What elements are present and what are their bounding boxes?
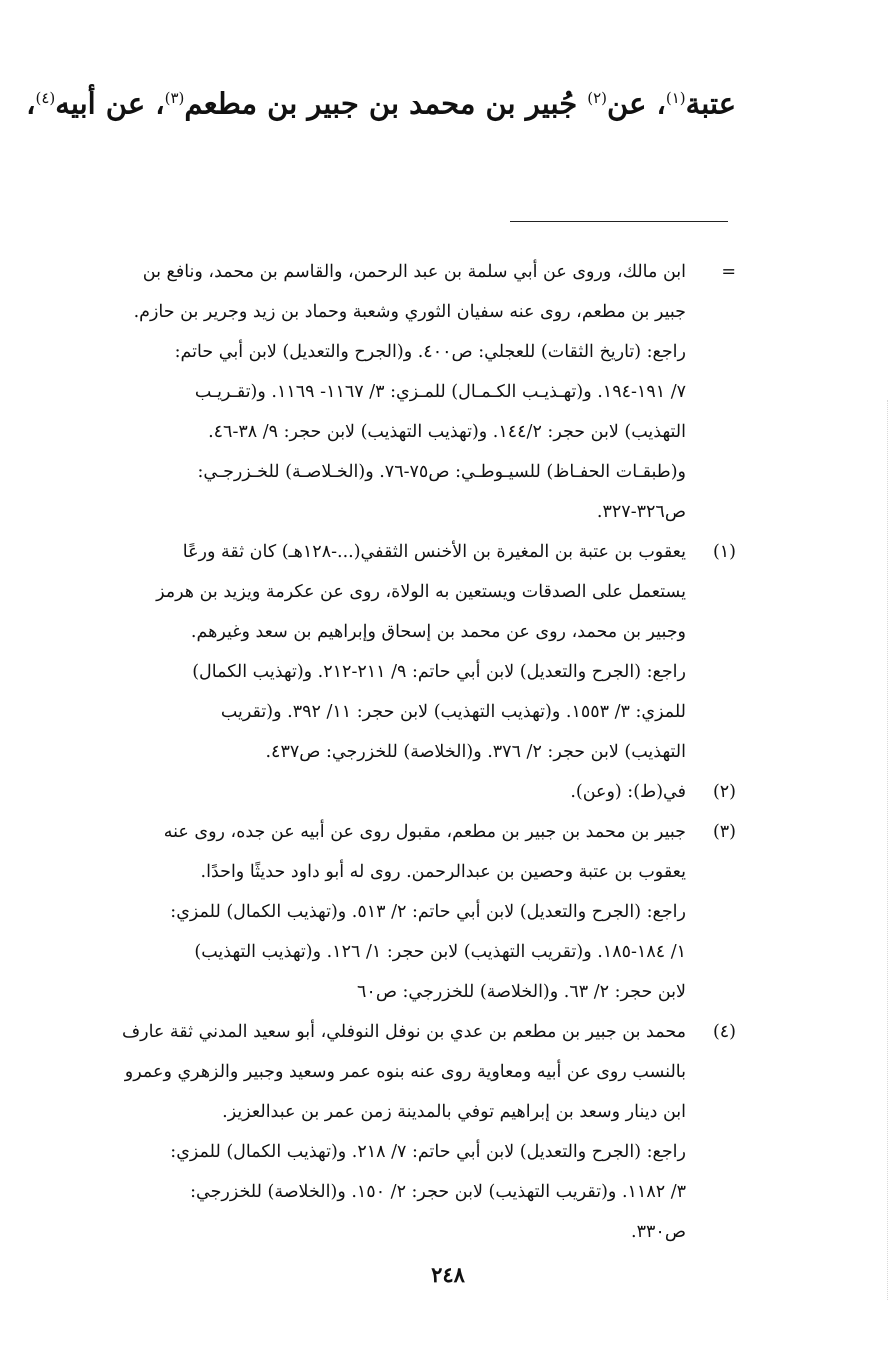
- footnote-line: لابن حجر: ٢/ ٦٣. و(الخلاصة) للخزرجي: ص٦٠: [357, 982, 686, 1002]
- footnote-line: و(طبقـات الحفـاظ) للسيـوطـي: ص٧٥-٧٦. و(الخـلاصـة) للخـزرجـي:: [197, 462, 686, 482]
- footnote-line: راجع: (الجرح والتعديل) لابن أبي حاتم: ٧/ ٢١٨. و(تهذيب الكمال) للمزي:: [170, 1142, 686, 1162]
- footnote-line: يستعمل على الصدقات ويستعين به الولاة، روى عن عكرمة ويزيد بن هرمز: [156, 582, 686, 602]
- footnote-marker: (٢): [712, 782, 736, 802]
- page-number: ٢٤٨: [431, 1262, 465, 1287]
- footnote-body: [58, 1012, 686, 1252]
- footnote-body: [58, 532, 686, 772]
- footnote-line: ص٣٣٠.: [631, 1222, 686, 1242]
- footnote-line: ابن مالك، وروى عن أبي سلمة بن عبد الرحمن، والقاسم بن محمد، ونافع بن: [142, 262, 686, 282]
- footnote-line: راجع: (تاريخ الثقات) للعجلي: ص٤٠٠. و(الجرح والتعديل) لابن أبي حاتم:: [174, 342, 686, 362]
- footnote-line: بالنسب روى عن أبيه ومعاوية روى عنه بنوه عمر وسعيد وجبير والزهري وعمرو: [124, 1062, 686, 1082]
- footnote-line: يعقوب بن عتبة وحصين بن عبدالرحمن. روى له أبو داود حديثًا واحدًا.: [200, 862, 686, 882]
- footnote-marker: (١): [712, 542, 736, 562]
- footnote-continuation: [58, 252, 736, 532]
- footnote-line: ٣/ ١١٨٢. و(تقريب التهذيب) لابن حجر: ٢/ ١٥٠. و(الخلاصة) للخزرجي:: [190, 1182, 686, 1202]
- footnote-ref: (١): [665, 89, 686, 107]
- footnote-line: محمد بن جبير بن مطعم بن عدي بن نوفل النوفلي، أبو سعيد المدني ثقة عارف: [121, 1022, 686, 1042]
- footnote-line: ص٣٢٦-٣٢٧.: [596, 502, 686, 522]
- footnote-marker: (٣): [712, 822, 736, 842]
- footnote-line: للمزي: ٣/ ١٥٥٣. و(تهذيب التهذيب) لابن حجر: ١١/ ٣٩٢. و(تقريب: [220, 702, 686, 722]
- main-text-part: جُبير بن محمد بن جبير بن مطعم: [184, 86, 588, 121]
- footnote-line: ٧/ ١٩١-١٩٤. و(تهـذيـب الكـمـال) للمـزي: ٣/ ١١٦٧- ١١٦٩. و(تقـريـب: [194, 382, 686, 402]
- footnote-line: التهذيب) لابن حجر: ٢/ ٣٧٦. و(الخلاصة) للخزرجي: ص٤٣٧.: [265, 742, 686, 762]
- footnote-ref: (٤): [35, 89, 56, 107]
- footnote-marker: (٤): [712, 1022, 736, 1042]
- main-text-part: ، عن أبيه: [55, 86, 165, 121]
- main-text-line: [26, 78, 736, 124]
- footnote-line: في(ط): (وعن).: [570, 782, 686, 802]
- footnote-line: ابن دينار وسعد بن إبراهيم توفي بالمدينة زمن عمر بن عبدالعزيز.: [222, 1102, 686, 1122]
- footnote-line: التهذيب) لابن حجر: ١٤٤/٢. و(تهذيب التهذيب) لابن حجر: ٩/ ٣٨-٤٦.: [208, 422, 686, 442]
- footnote-marker: =: [721, 262, 736, 282]
- footnote-line: جبير بن محمد بن جبير بن مطعم، مقبول روى عن أبيه عن جده، روى عنه: [163, 822, 686, 842]
- footnote-line: وجبير بن محمد، روى عن محمد بن إسحاق وإبراهيم بن سعد وغيرهم.: [190, 622, 686, 642]
- footnote-line: يعقوب بن عتبة بن المغيرة بن الأخنس الثقفي(...-١٢٨هـ) كان ثقة ورعًا: [182, 542, 686, 562]
- main-text-part: ،: [26, 86, 36, 121]
- footnote-2: [58, 772, 736, 812]
- footnote-body: [58, 812, 686, 1012]
- footnote-1: [58, 532, 736, 772]
- footnote-line: راجع: (الجرح والتعديل) لابن أبي حاتم: ٩/ ٢١١-٢١٢. و(تهذيب الكمال): [192, 662, 686, 682]
- main-text-part: ، عن: [607, 86, 666, 121]
- footnote-ref: (٢): [587, 89, 608, 107]
- footnote-body: [58, 252, 686, 532]
- footnote-line: راجع: (الجرح والتعديل) لابن أبي حاتم: ٢/ ٥١٣. و(تهذيب الكمال) للمزي:: [170, 902, 686, 922]
- footnote-3: [58, 812, 736, 1012]
- scan-edge-artifact: [887, 400, 888, 1300]
- main-text-part: عتبة: [685, 86, 736, 121]
- footnote-line: جبير بن مطعم، روى عنه سفيان الثوري وشعبة وحماد بن زيد وجرير بن حازم.: [133, 302, 686, 322]
- footnotes-section: [58, 252, 736, 1252]
- footnote-ref: (٣): [164, 89, 185, 107]
- footnote-line: ١/ ١٨٤-١٨٥. و(تقريب التهذيب) لابن حجر: ١/ ١٢٦. و(تهذيب التهذيب): [194, 942, 686, 962]
- footnote-body: [58, 772, 686, 812]
- footnote-separator: [510, 221, 728, 222]
- footnote-4: [58, 1012, 736, 1252]
